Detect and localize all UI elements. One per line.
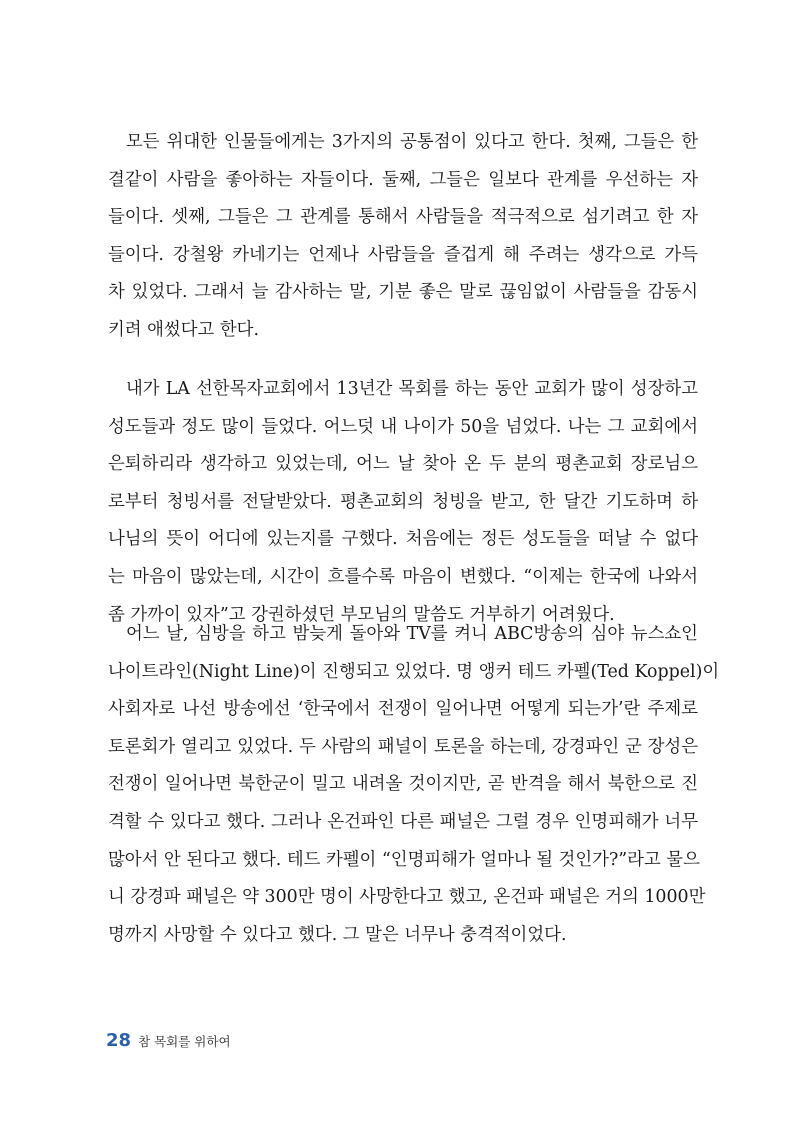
- paragraph-line: 는 마음이 많았는데, 시간이 흐를수록 마음이 변했다. “이제는 한국에 나와서: [108, 566, 698, 587]
- paragraph-line: 결같이 사람을 좋아하는 자들이다. 둘째, 그들은 일보다 관계를 우선하는 자: [108, 169, 698, 190]
- paragraph-line: 모든 위대한 인물들에게는 3가지의 공통점이 있다고 한다. 첫째, 그들은 한: [126, 132, 698, 152]
- paragraph-3: [108, 616, 720, 954]
- paragraph-line: 내가 LA 선한목자교회에서 13년간 목회를 하는 동안 교회가 많이 성장하고: [126, 379, 698, 399]
- paragraph-line: 사회자로 나선 방송에선 ‘한국에서 전쟁이 일어나면 어떻게 되는가’란 주제로: [108, 699, 698, 720]
- page-number: 28: [106, 1030, 132, 1051]
- running-title: 참 목회를 위하여: [138, 1034, 231, 1049]
- paragraph-line: 키려 애썼다고 한다.: [108, 319, 259, 340]
- paragraph-line: 토론회가 열리고 있었다. 두 사람의 패널이 토론을 하는데, 강경파인 군 장성은: [108, 736, 698, 757]
- page-footer: [106, 1030, 231, 1054]
- paragraph-line: 나님의 뜻이 어디에 있는지를 구했다. 처음에는 정든 성도들을 떠날 수 없다: [108, 529, 698, 550]
- paragraph-line: 전쟁이 일어나면 북한군이 밀고 내려올 것이지만, 곧 반격을 해서 북한으로 진: [108, 774, 698, 795]
- paragraph-line: 명까지 사망할 수 있다고 했다. 그 말은 너무나 충격적이었다.: [108, 924, 567, 945]
- paragraph-line: 들이다. 강철왕 카네기는 언제나 사람들을 즐겁게 해 주려는 생각으로 가득: [108, 244, 698, 265]
- paragraph-line: 많아서 안 된다고 했다. 테드 카펠이 “인명피해가 얼마나 될 것인가?”라고 물으: [108, 849, 700, 870]
- paragraph-line: 들이다. 셋째, 그들은 그 관계를 통해서 사람들을 적극적으로 섬기려고 한 자: [108, 207, 698, 228]
- paragraph-line: 니 강경파 패널은 약 300만 명이 사망한다고 했고, 온건파 패널은 거의 1000만: [108, 887, 706, 908]
- paragraph-1: [108, 124, 698, 350]
- paragraph-2: [108, 371, 698, 634]
- paragraph-line: 로부터 청빙서를 전달받았다. 평촌교회의 청빙을 받고, 한 달간 기도하며 하: [108, 491, 698, 512]
- paragraph-line: 차 있었다. 그래서 늘 감사하는 말, 기분 좋은 말로 끊임없이 사람들을 감동시: [108, 282, 698, 303]
- paragraph-line: 어느 날, 심방을 하고 밤늦게 돌아와 TV를 켜니 ABC방송의 심야 뉴스쇼인: [126, 624, 698, 644]
- paragraph-line: 성도들과 정도 많이 들었다. 어느덧 내 나이가 50을 넘었다. 나는 그 교회에서: [108, 416, 698, 437]
- paragraph-line: 은퇴하리라 생각하고 있었는데, 어느 날 찾아 온 두 분의 평촌교회 장로님으: [108, 454, 698, 475]
- paragraph-line: 격할 수 있다고 했다. 그러나 온건파인 다른 패널은 그럴 경우 인명피해가 너무: [108, 811, 698, 832]
- paragraph-line: 나이트라인(Night Line)이 진행되고 있었다. 명 앵커 테드 카펠(Ted Koppel)이: [108, 661, 720, 682]
- paragraph-line: 좀 가까이 있자”고 강권하셨던 부모님의 말씀도 거부하기 어려웠다.: [108, 604, 615, 625]
